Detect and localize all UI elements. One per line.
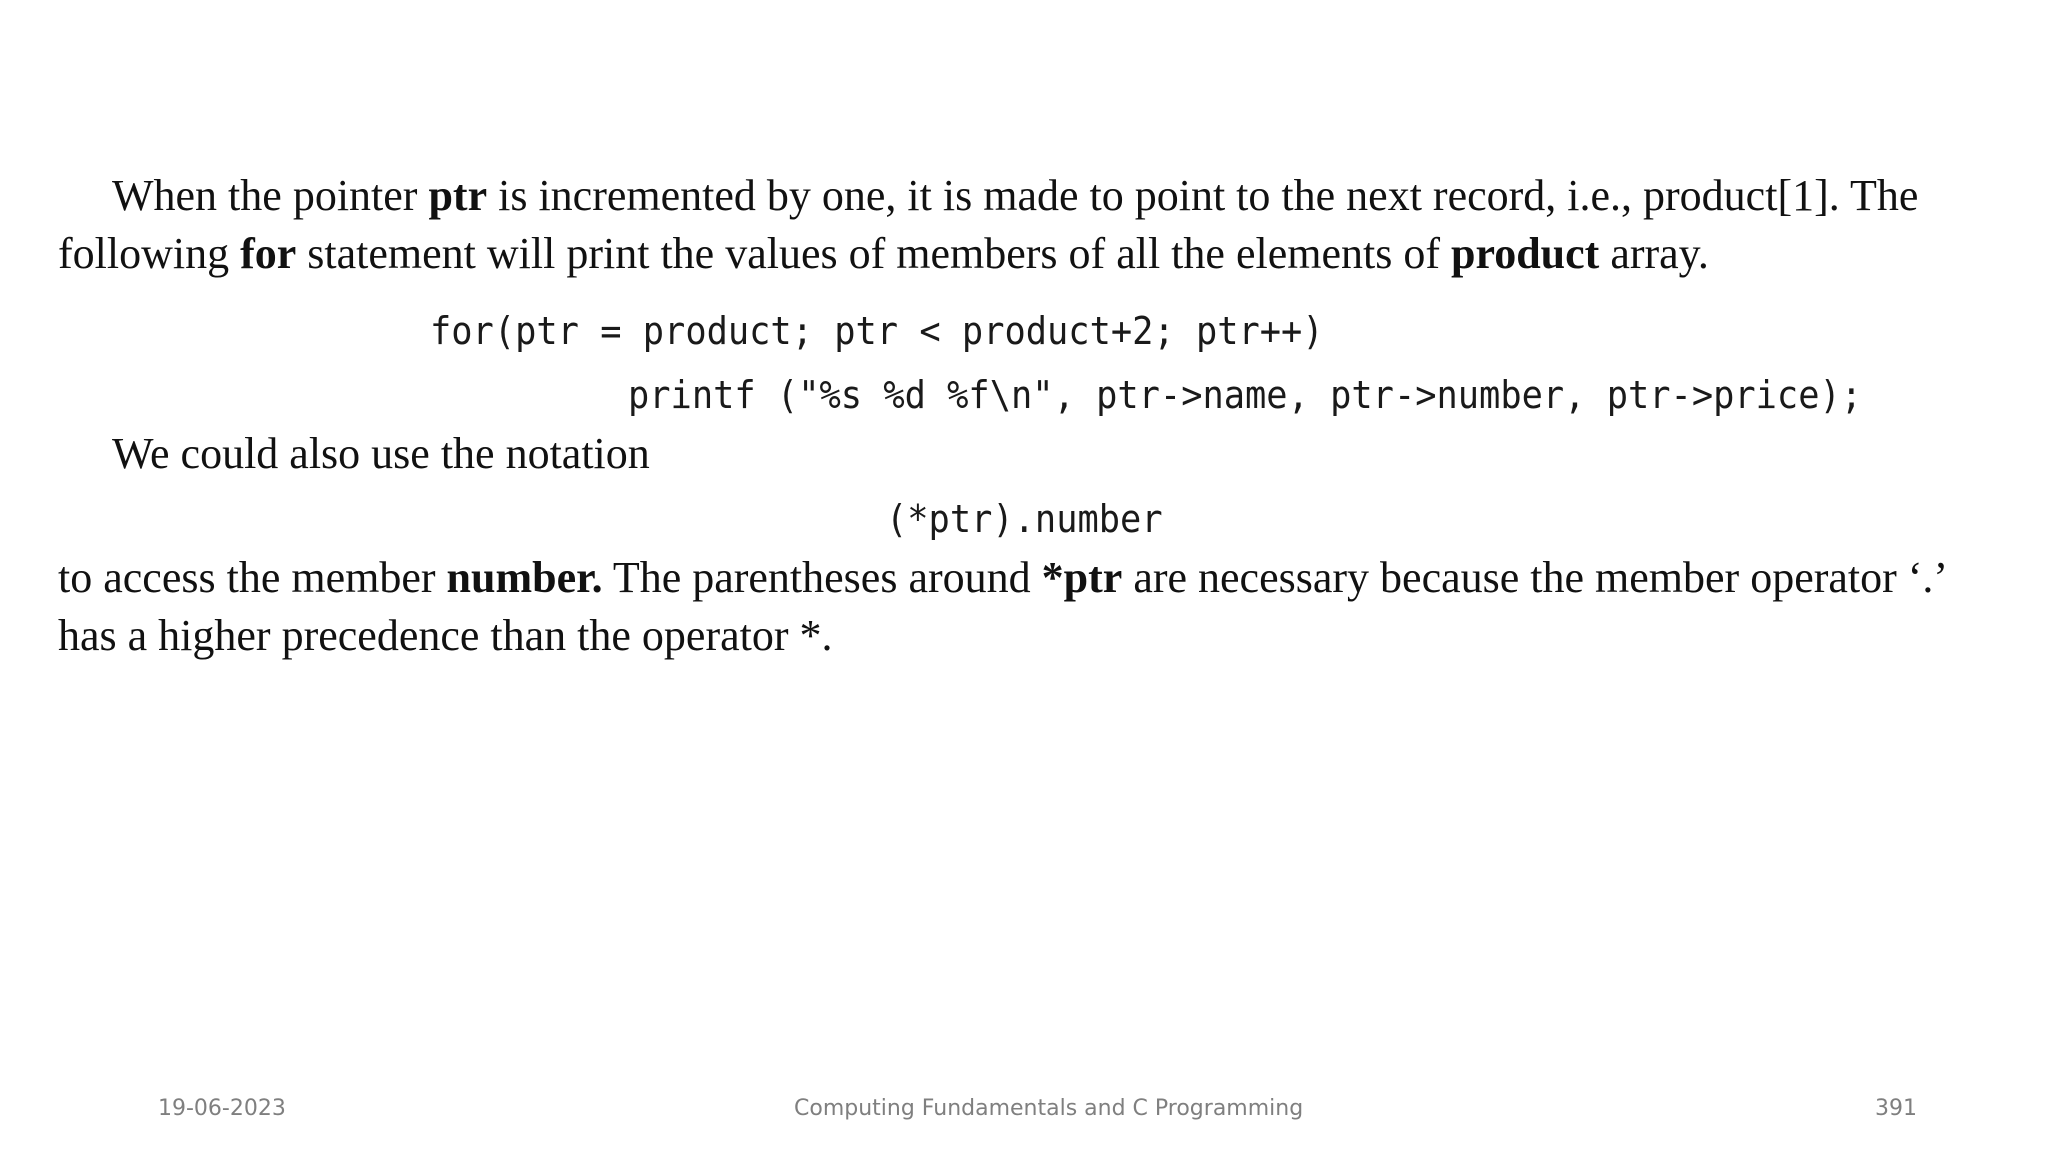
bold-term-number: number. (446, 553, 603, 602)
text-run: statement will print the values of members of all the elements of (296, 229, 1451, 278)
text-run: is incremented by one, it is made to point to the next record, i.e., product[1]. The (487, 171, 1919, 220)
paragraph-line: We could also use the notation (112, 429, 650, 478)
text-run: following (58, 229, 241, 278)
footer-date: 19-06-2023 (158, 1096, 286, 1121)
bold-term-star-ptr: *ptr (1041, 553, 1123, 602)
bold-term-product: product (1450, 229, 1600, 278)
text-run: to access the member (58, 553, 447, 602)
text-run: The parentheses around (602, 553, 1042, 602)
bold-term-for: for (240, 229, 297, 278)
text-run: When the pointer (112, 171, 429, 220)
bold-term-ptr: ptr (428, 171, 488, 220)
paragraph-line (58, 553, 1949, 602)
paragraph-line (58, 229, 1709, 278)
code-line-for: for(ptr = product; ptr < product+2; ptr++) (430, 309, 1324, 353)
paragraph-line (112, 171, 1919, 220)
footer-page-number: 391 (1875, 1096, 1917, 1121)
code-line-notation: (*ptr).number (886, 497, 1163, 541)
paragraph-line: has a higher precedence than the operator *. (58, 611, 833, 660)
text-run: array. (1599, 229, 1709, 278)
code-line-printf: printf ("%s %d %f\n", ptr->name, ptr->number, ptr->price); (628, 373, 1863, 417)
footer-title: Computing Fundamentals and C Programming (794, 1096, 1304, 1121)
text-run: are necessary because the member operator ‘.’ (1122, 553, 1949, 602)
